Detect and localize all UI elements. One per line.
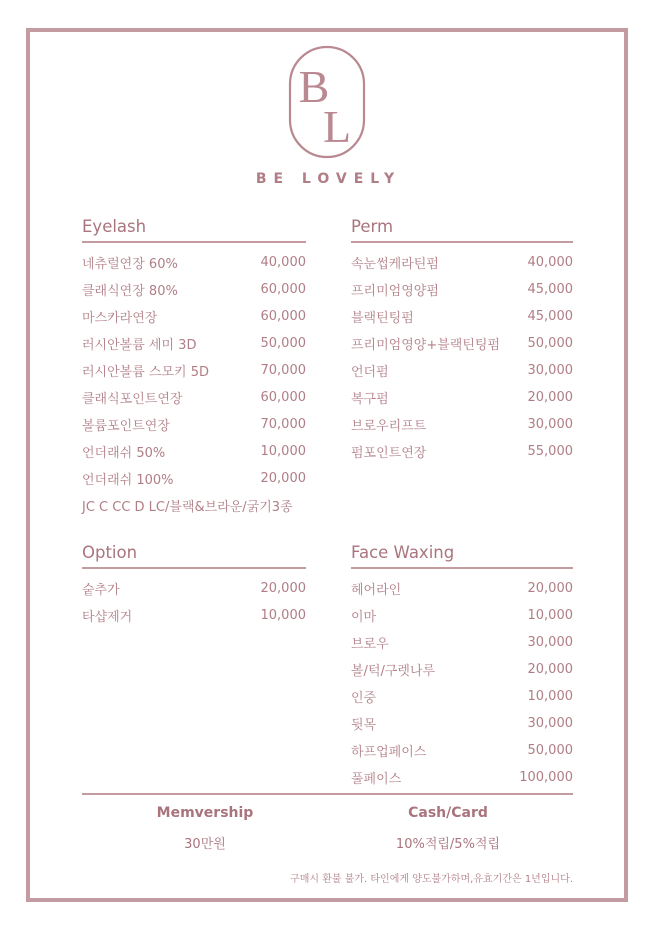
item-name: 펌포인트연장 [351,445,427,461]
perm-divider [351,241,573,243]
item-name: 언더래쉬 50% [82,445,166,461]
item-price: 50,000 [260,335,306,351]
list-item [351,683,573,710]
list-item [351,710,573,737]
item-price: 30,000 [527,715,573,731]
item-price: 50,000 [527,742,573,758]
item-name: 프리미엄영양펌 [351,283,439,299]
list-item [351,384,573,411]
item-price: 10,000 [260,607,306,623]
membership-value: 30만원 [184,837,226,852]
refund-policy-note: 구매시 환불 불가. 타인에게 양도불가하며,유효기간은 1년입니다. [290,874,573,885]
payment-block [358,802,538,852]
list-item [351,575,573,602]
item-name: 클래식포인트연장 [82,391,183,407]
item-name: 브로우 [351,636,389,652]
face-waxing-list [351,575,573,791]
item-price: 70,000 [260,362,306,378]
item-name: 속눈썹케라틴펌 [351,256,439,272]
perm-title: Perm [351,217,394,236]
eyelash-options-note: JC C CC D LC/블랙&브라운/굵기3종 [82,499,293,515]
list-item [82,575,306,602]
eyelash-section [82,215,306,519]
footer-divider [82,793,573,795]
item-name: 언더래쉬 100% [82,472,174,488]
item-name: 볼/턱/구렛나루 [351,663,436,679]
item-name: 인중 [351,690,377,706]
face-waxing-divider [351,567,573,569]
perm-list [351,249,573,465]
item-price: 20,000 [260,580,306,596]
item-name: 타샵제거 [82,609,133,625]
item-price: 40,000 [527,254,573,270]
list-item [351,656,573,683]
list-item [351,330,573,357]
item-price: 20,000 [527,580,573,596]
perm-section [351,215,573,465]
item-price: 20,000 [527,389,573,405]
item-name: 러시안볼륨 스모키 5D [82,364,210,380]
item-price: 60,000 [260,389,306,405]
item-name: 볼륨포인트연장 [82,418,170,434]
list-item [351,438,573,465]
list-item [82,303,306,330]
item-name: 러시안볼륨 세미 3D [82,337,197,353]
item-name: 뒷목 [351,717,377,733]
list-item [351,276,573,303]
item-price: 60,000 [260,281,306,297]
item-name: 숱추가 [82,582,120,598]
list-item [351,303,573,330]
item-name: 언더펌 [351,364,389,380]
be-lovely-logo [287,44,367,160]
item-price: 45,000 [527,308,573,324]
list-item [82,438,306,465]
item-price: 55,000 [527,443,573,459]
list-item [82,357,306,384]
list-item [351,602,573,629]
face-waxing-title: Face Waxing [351,543,455,562]
list-item [82,602,306,629]
item-price: 100,000 [519,769,573,785]
item-name: 이마 [351,609,377,625]
brand-name: BE LOVELY [255,171,402,187]
list-item [82,465,306,492]
item-name: 블랙틴팅펌 [351,310,414,326]
membership-block [130,802,280,852]
eyelash-list [82,249,306,519]
item-name: 헤어라인 [351,582,402,598]
item-price: 30,000 [527,362,573,378]
option-list [82,575,306,629]
item-name: 네츄럴연장 60% [82,256,178,272]
list-item [351,629,573,656]
item-price: 10,000 [527,607,573,623]
list-item [351,737,573,764]
item-price: 20,000 [260,470,306,486]
list-item [351,357,573,384]
face-waxing-section [351,541,573,791]
logo-letter-b: B [298,61,330,112]
item-price: 30,000 [527,634,573,650]
list-item [82,384,306,411]
option-title: Option [82,543,138,562]
item-price: 20,000 [527,661,573,677]
item-price: 40,000 [260,254,306,270]
list-item [351,411,573,438]
list-item [82,276,306,303]
logo-letter-l: L [322,101,352,152]
eyelash-divider [82,241,306,243]
item-name: 브로우리프트 [351,418,427,434]
item-name: 복구펌 [351,391,389,407]
item-price: 60,000 [260,308,306,324]
item-price: 70,000 [260,416,306,432]
item-price: 10,000 [527,688,573,704]
membership-title: Memvership [156,805,254,821]
list-item [82,249,306,276]
item-name: 클래식연장 80% [82,283,178,299]
item-price: 45,000 [527,281,573,297]
item-price: 30,000 [527,416,573,432]
list-item [82,411,306,438]
list-item [351,249,573,276]
item-name: 프리미엄영양+블랙틴팅펌 [351,337,501,353]
item-name: 마스카라연장 [82,310,158,326]
list-item [82,330,306,357]
item-price: 50,000 [527,335,573,351]
list-item [351,764,573,791]
payment-title: Cash/Card [408,805,488,821]
option-section [82,541,306,629]
eyelash-title: Eyelash [82,217,147,236]
item-name: 풀페이스 [351,771,402,787]
payment-value: 10%적립/5%적립 [395,837,501,852]
option-divider [82,567,306,569]
item-name: 하프업페이스 [351,744,427,760]
item-price: 10,000 [260,443,306,459]
